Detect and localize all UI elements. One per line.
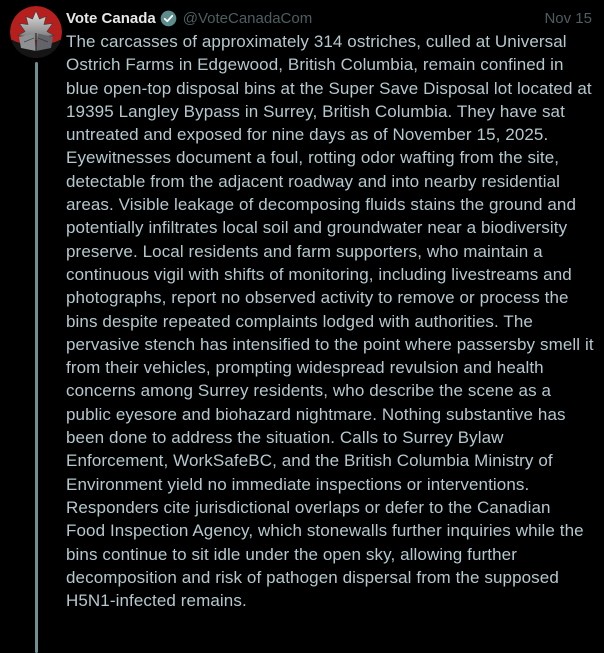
author-handle[interactable]: @VoteCanadaCom bbox=[182, 9, 313, 27]
verified-badge-icon bbox=[160, 10, 177, 27]
tweet-header bbox=[66, 8, 592, 28]
author-name[interactable]: Vote Canada bbox=[66, 9, 156, 27]
thread-connector-line bbox=[35, 62, 38, 653]
maple-leaf-logo-icon bbox=[10, 6, 62, 58]
profile-avatar[interactable] bbox=[10, 6, 62, 58]
tweet-body-text: The carcasses of approximately 314 ostriches, culled at Universal Ostrich Farms in Edgewood, British Columbia, remain confined in blue open-top disposal bins at the Super Save Disposal lot located at 19395 Langley Bypass in Surrey, British Columbia. They have sat untreated and exposed for nine days as of November 15, 2025. Eyewitnesses document a foul, rotting odor wafting from the site, detectable from the adjacent roadway and into nearby residential areas. Visible leakage of decomposing fluids stains the ground and potentially infiltrates local soil and groundwater near a biodiversity preserve. Local residents and farm supporters, who maintain a continuous vigil with shifts of monitoring, including livestreams and photographs, report no observed activity to remove or process the bins despite repeated complaints lodged with authorities. The pervasive stench has intensified to the point where passersby smell it from their vehicles, prompting widespread revulsion and health concerns among Surrey residents, who describe the scene as a public eyesore and biohazard nightmare. Nothing substantive has been done to address the situation. Calls to Surrey Bylaw Enforcement, WorkSafeBC, and the British Columbia Ministry of Environment yield no immediate inspections or interventions. Responders cite jurisdictional overlaps or defer to the Canadian Food Inspection Agency, which stonewalls further inquiries while the bins continue to sit idle under the open sky, allowing further decomposition and risk of pathogen dispersal from the supposed H5N1-infected remains. bbox=[66, 32, 594, 611]
tweet-timestamp[interactable]: Nov 15 bbox=[544, 9, 592, 27]
tweet-gutter bbox=[10, 6, 62, 653]
tweet-content bbox=[66, 6, 592, 653]
